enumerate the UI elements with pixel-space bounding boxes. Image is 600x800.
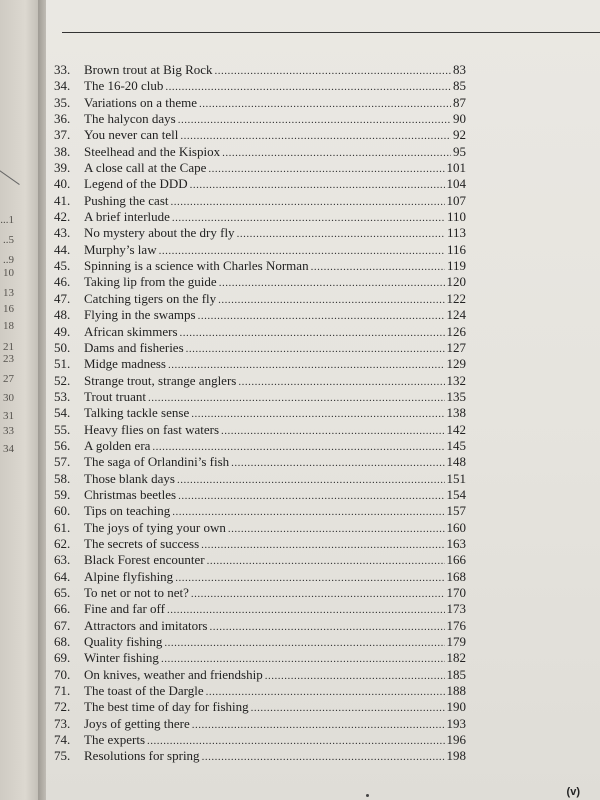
toc-entry-number: 53. (54, 388, 71, 404)
toc-entry (54, 732, 466, 748)
toc-entry-title: Steelhead and the Kispiox (84, 143, 221, 159)
toc-entry-title: Quality fishing (84, 634, 163, 650)
toc-entry-title: Winter fishing (84, 650, 159, 666)
contents-page (46, 0, 600, 800)
toc-entry-number: 66. (54, 601, 71, 617)
facing-page-fragment: 13 (3, 287, 14, 299)
toc-entry-page: 196 (446, 732, 466, 748)
toc-entry-number: 44. (54, 241, 71, 257)
toc-entry-page: 95 (453, 143, 466, 159)
dot-leader (265, 668, 445, 684)
toc-entry (54, 78, 466, 94)
toc-entry-page: 132 (446, 372, 466, 388)
toc-entry (54, 569, 466, 585)
toc-entry-title: Attractors and imitators (84, 617, 208, 633)
toc-entry-page: 154 (446, 486, 466, 502)
toc-entry-title: On knives, weather and friendship (84, 666, 263, 682)
toc-entry (54, 176, 466, 192)
toc-entry-title: The joys of tying your own (84, 519, 226, 535)
dot-leader (218, 292, 444, 308)
toc-entry-page: 124 (446, 307, 466, 323)
toc-entry (54, 716, 466, 732)
toc-entry-page: 127 (446, 339, 466, 355)
dot-leader (177, 472, 445, 488)
toc-entry-title: Resolutions for spring (84, 748, 200, 764)
toc-entry (54, 193, 466, 209)
toc-entry-title: A brief interlude (84, 209, 170, 225)
toc-entry (54, 422, 466, 438)
toc-entry-title: Joys of getting there (84, 715, 190, 731)
dot-leader (201, 537, 444, 553)
dot-leader (180, 128, 451, 144)
toc-entry-title: The best time of day for fishing (84, 699, 249, 715)
toc-entry-number: 46. (54, 274, 71, 290)
toc-entry-page: 166 (446, 552, 466, 568)
toc-entry-page: 163 (446, 535, 466, 551)
toc-entry (54, 324, 466, 340)
toc-entry-number: 75. (54, 748, 71, 764)
toc-entry-title: Talking tackle sense (84, 405, 190, 421)
facing-page-fragment: 10 (3, 267, 14, 279)
toc-entry (54, 274, 466, 290)
facing-page-edge (0, 0, 42, 800)
toc-entry-number: 71. (54, 683, 71, 699)
toc-entry-page: 142 (446, 421, 466, 437)
toc-entry-number: 57. (54, 454, 71, 470)
toc-entry (54, 373, 466, 389)
toc-entry-title: Trout truant (84, 388, 146, 404)
toc-entry-title: Murphy’s law (84, 241, 157, 257)
facing-page-fragment: 16 (3, 303, 14, 315)
toc-entry-title: Alpine flyfishing (84, 568, 174, 584)
toc-entry-page: 193 (446, 715, 466, 731)
dot-leader (152, 439, 444, 455)
toc-entry-page: 87 (453, 94, 466, 110)
toc-entry-number: 49. (54, 323, 71, 339)
dot-leader (147, 733, 444, 749)
dot-leader (198, 308, 445, 324)
toc-entry-title: Spinning is a science with Charles Norman (84, 258, 309, 274)
toc-entry (54, 699, 466, 715)
toc-entry-number: 40. (54, 176, 71, 192)
toc-entry (54, 454, 466, 470)
toc-entry-page: 198 (446, 748, 466, 764)
toc-entry (54, 291, 466, 307)
toc-entry-number: 60. (54, 503, 71, 519)
toc-entry (54, 748, 466, 764)
dot-leader (237, 226, 445, 242)
toc-entry-page: 92 (453, 127, 466, 143)
toc-entry-number: 48. (54, 307, 71, 323)
toc-entry-title: Flying in the swamps (84, 307, 196, 323)
facing-page-rule (0, 168, 20, 185)
toc-entry-page: 116 (446, 241, 466, 257)
facing-page-fragment: 33 (3, 425, 14, 437)
toc-entry (54, 405, 466, 421)
dot-leader (172, 504, 444, 520)
toc-entry-page: 85 (453, 78, 466, 94)
toc-entry-page: 126 (446, 323, 466, 339)
dot-leader (168, 357, 445, 373)
toc-entry-number: 45. (54, 258, 71, 274)
toc-entry-number: 38. (54, 143, 71, 159)
toc-entry (54, 144, 466, 160)
toc-entry-title: The toast of the Dargle (84, 683, 204, 699)
toc-entry-number: 58. (54, 470, 71, 486)
toc-entry-page: 83 (453, 62, 466, 77)
toc-entry-title: Taking lip from the guide (84, 274, 217, 290)
toc-entry-number: 63. (54, 552, 71, 568)
toc-entry-page: 185 (446, 666, 466, 682)
dot-leader (148, 390, 445, 406)
toc-entry-page: 190 (446, 699, 466, 715)
facing-page-fragment: ...1 (0, 214, 14, 226)
dot-leader (251, 700, 445, 716)
bottom-speck (366, 794, 369, 797)
toc-entry (54, 95, 466, 111)
toc-entry-title: The 16-20 club (84, 78, 164, 94)
toc-entry (54, 258, 466, 274)
toc-entry-page: 145 (446, 437, 466, 453)
dot-leader (175, 570, 444, 586)
toc-entry-title: You never can tell (84, 127, 179, 143)
toc-entry-number: 47. (54, 290, 71, 306)
dot-leader (202, 749, 445, 765)
dot-leader (221, 423, 444, 439)
toc-entry-number: 34. (54, 78, 71, 94)
dot-leader (191, 586, 445, 602)
toc-entry (54, 618, 466, 634)
dot-leader (192, 717, 445, 733)
toc-entry-page: 170 (446, 585, 466, 600)
table-of-contents (54, 62, 466, 765)
dot-leader (208, 161, 444, 177)
toc-entry-number: 65. (54, 585, 71, 600)
toc-entry-title: The secrets of success (84, 535, 200, 551)
dot-leader (159, 243, 445, 259)
toc-entry-title: Legend of the DDD (84, 176, 188, 192)
toc-entry-page: 173 (446, 601, 466, 617)
toc-entry-page: 182 (446, 650, 466, 666)
toc-entry-number: 59. (54, 486, 71, 502)
toc-entry-number: 67. (54, 617, 71, 633)
dot-leader (238, 374, 444, 390)
toc-entry-number: 37. (54, 127, 71, 143)
facing-page-fragment: 31 (3, 410, 14, 422)
toc-entry-page: 179 (446, 634, 466, 650)
dot-leader (180, 325, 445, 341)
toc-entry-number: 36. (54, 111, 71, 127)
toc-entry-page: 151 (446, 470, 466, 486)
dot-leader (209, 619, 444, 635)
toc-entry-page: 90 (453, 111, 466, 127)
toc-entry-number: 72. (54, 699, 71, 715)
page-folio: (v) (566, 786, 580, 798)
toc-entry (54, 127, 466, 143)
toc-entry-number: 62. (54, 535, 71, 551)
toc-entry-page: 104 (446, 176, 466, 192)
dot-leader (161, 651, 445, 667)
dot-leader (165, 79, 451, 95)
toc-entry-title: The experts (84, 732, 146, 748)
toc-entry (54, 209, 466, 225)
toc-entry (54, 536, 466, 552)
toc-entry-title: Strange trout, strange anglers (84, 372, 237, 388)
toc-entry-number: 54. (54, 405, 71, 421)
toc-entry-number: 64. (54, 568, 71, 584)
toc-entry-title: A golden era (84, 437, 151, 453)
toc-entry-number: 70. (54, 666, 71, 682)
dot-leader (190, 177, 445, 193)
dot-leader (167, 602, 445, 618)
dot-leader (228, 521, 445, 537)
dot-leader (311, 259, 445, 275)
toc-entry-title: Fine and far off (84, 601, 165, 617)
toc-entry-title: Christmas beetles (84, 486, 177, 502)
toc-entry-title: A close call at the Cape (84, 160, 207, 176)
dot-leader (171, 194, 445, 210)
toc-entry-number: 35. (54, 94, 71, 110)
facing-page-fragment: 27 (3, 373, 14, 385)
toc-entry-number: 33. (54, 62, 71, 77)
toc-entry-page: 120 (446, 274, 466, 290)
toc-entry (54, 585, 466, 601)
toc-entry (54, 356, 466, 372)
header-rule (62, 32, 600, 33)
toc-entry-title: No mystery about the dry fly (84, 225, 235, 241)
toc-entry (54, 552, 466, 568)
toc-entry-page: 113 (446, 225, 466, 241)
facing-page-fragment: ..9 (3, 254, 14, 266)
dot-leader (172, 210, 445, 226)
toc-entry-page: 110 (446, 209, 466, 225)
facing-page-fragment: 30 (3, 392, 14, 404)
toc-entry-number: 41. (54, 192, 71, 208)
toc-entry-title: To net or not to net? (84, 585, 189, 600)
toc-entry-page: 101 (446, 160, 466, 176)
toc-entry (54, 601, 466, 617)
facing-page-fragment: 18 (3, 320, 14, 332)
toc-entry (54, 307, 466, 323)
toc-entry-number: 42. (54, 209, 71, 225)
dot-leader (231, 455, 444, 471)
toc-entry-page: 160 (446, 519, 466, 535)
toc-entry-page: 168 (446, 568, 466, 584)
dot-leader (186, 341, 445, 357)
toc-entry (54, 438, 466, 454)
toc-entry (54, 683, 466, 699)
dot-leader (206, 684, 445, 700)
toc-entry-page: 138 (446, 405, 466, 421)
dot-leader (178, 112, 451, 128)
toc-entry-number: 74. (54, 732, 71, 748)
toc-entry-title: The halycon days (84, 111, 176, 127)
dot-leader (207, 553, 445, 569)
dot-leader (199, 96, 451, 112)
toc-entry-page: 188 (446, 683, 466, 699)
toc-entry (54, 340, 466, 356)
toc-entry-page: 129 (446, 356, 466, 372)
toc-entry-title: Tips on teaching (84, 503, 171, 519)
toc-entry-title: Midge madness (84, 356, 166, 372)
toc-entry (54, 520, 466, 536)
toc-entry-page: 176 (446, 617, 466, 633)
toc-entry (54, 111, 466, 127)
toc-entry-title: Pushing the cast (84, 192, 169, 208)
toc-entry-title: Black Forest encounter (84, 552, 205, 568)
toc-entry (54, 225, 466, 241)
toc-entry-number: 39. (54, 160, 71, 176)
dot-leader (178, 488, 444, 504)
toc-entry-number: 51. (54, 356, 71, 372)
toc-entry-title: Brown trout at Big Rock (84, 62, 213, 77)
toc-entry-page: 135 (446, 388, 466, 404)
toc-entry-title: African skimmers (84, 323, 178, 339)
dot-leader (191, 406, 444, 422)
toc-entry-number: 55. (54, 421, 71, 437)
toc-entry-number: 56. (54, 437, 71, 453)
toc-entry-page: 148 (446, 454, 466, 470)
toc-entry-title: Catching tigers on the fly (84, 290, 217, 306)
toc-entry-page: 107 (446, 192, 466, 208)
facing-page-fragment: 23 (3, 353, 14, 365)
toc-entry-number: 73. (54, 715, 71, 731)
toc-entry-number: 50. (54, 339, 71, 355)
dot-leader (222, 145, 451, 161)
dot-leader (219, 275, 445, 291)
facing-page-fragment: 21 (3, 341, 14, 353)
toc-entry-title: Variations on a theme (84, 94, 197, 110)
toc-entry (54, 160, 466, 176)
toc-entry-title: Heavy flies on fast waters (84, 421, 220, 437)
toc-entry (54, 650, 466, 666)
toc-entry-title: The saga of Orlandini’s fish (84, 454, 230, 470)
toc-entry-title: Those blank days (84, 470, 175, 486)
toc-entry (54, 471, 466, 487)
toc-entry (54, 667, 466, 683)
toc-entry (54, 634, 466, 650)
dot-leader (164, 635, 444, 651)
facing-page-fragment: ..5 (3, 234, 14, 246)
toc-entry (54, 62, 466, 78)
toc-entry (54, 503, 466, 519)
toc-entry (54, 242, 466, 258)
dot-leader (215, 63, 451, 79)
toc-entry-number: 43. (54, 225, 71, 241)
toc-entry-number: 61. (54, 519, 71, 535)
facing-page-fragment: 34 (3, 443, 14, 455)
toc-entry (54, 389, 466, 405)
toc-entry-number: 52. (54, 372, 71, 388)
toc-entry (54, 487, 466, 503)
toc-entry-page: 119 (446, 258, 466, 274)
toc-entry-page: 157 (446, 503, 466, 519)
toc-entry-number: 69. (54, 650, 71, 666)
toc-entry-title: Dams and fisheries (84, 339, 184, 355)
toc-entry-page: 122 (446, 290, 466, 306)
toc-entry-number: 68. (54, 634, 71, 650)
